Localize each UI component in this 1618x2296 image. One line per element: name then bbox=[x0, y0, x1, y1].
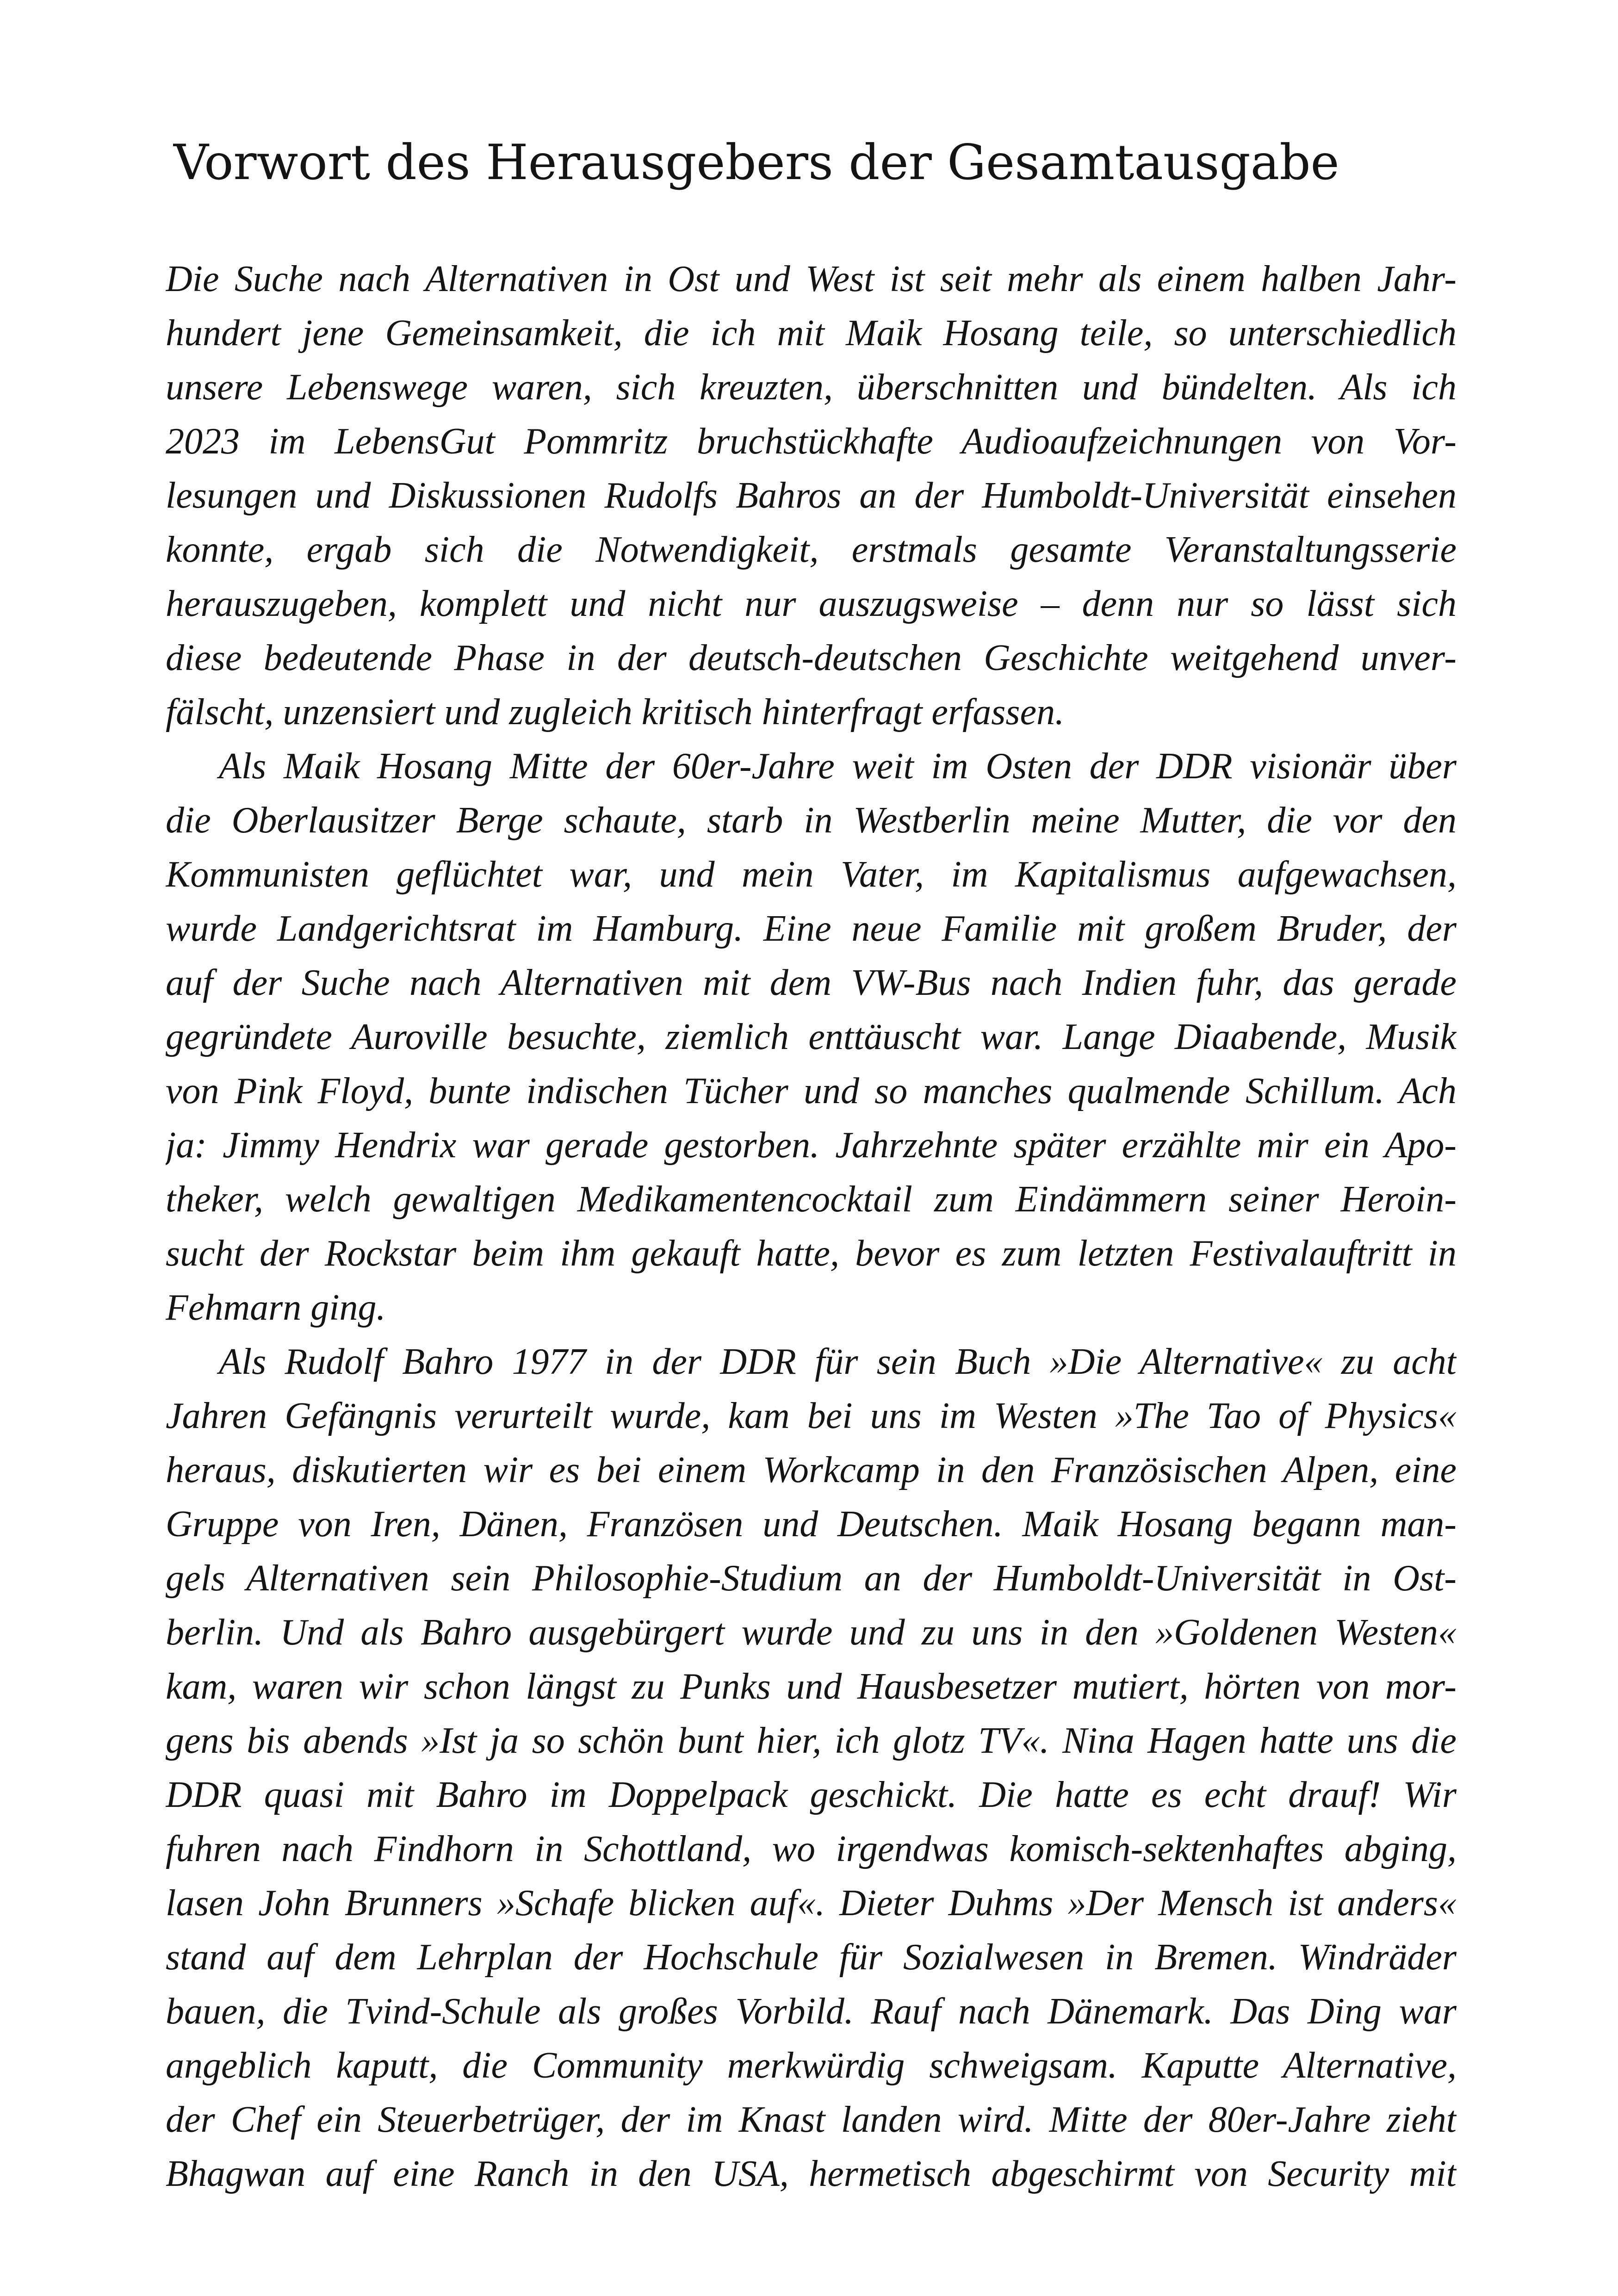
text-line: wurde Landgerichtsrat im Hamburg. Eine neue Familie mit großem Bruder, der bbox=[166, 908, 1457, 949]
text-line: gels Alternativen sein Philosophie-Studium an der Humboldt-Universität in Ost- bbox=[166, 1558, 1457, 1599]
text-line: fuhren nach Findhorn in Schottland, wo irgendwas komisch-sektenhaftes abging, bbox=[166, 1829, 1457, 1869]
text-line: 2023 im LebensGut Pommritz bruchstückhafte Audioaufzeichnungen von Vor- bbox=[166, 421, 1457, 462]
text-line: sucht der Rockstar beim ihm gekauft hatte, bevor es zum letzten Festivalauftritt in bbox=[166, 1233, 1457, 1274]
text-line: lesungen und Diskussionen Rudolfs Bahros an der Humboldt-Universität einsehen bbox=[166, 475, 1457, 516]
text-line: lasen John Brunners »Schafe blicken auf«. Dieter Duhms »Der Mensch ist anders« bbox=[166, 1883, 1457, 1924]
text-line: Als Rudolf Bahro 1977 in der DDR für sein Buch »Die Alternative« zu acht bbox=[219, 1341, 1457, 1382]
body-text bbox=[166, 252, 1457, 2201]
text-line: stand auf dem Lehrplan der Hochschule für Sozialwesen in Bremen. Windräder bbox=[166, 1937, 1457, 1978]
text-line: theker, welch gewaltigen Medikamentencocktail zum Eindämmern seiner Heroin- bbox=[166, 1179, 1457, 1220]
text-line: herauszugeben, komplett und nicht nur auszugsweise – denn nur so lässt sich bbox=[166, 583, 1457, 624]
text-line: bauen, die Tvind-Schule als großes Vorbild. Rauf nach Dänemark. Das Ding war bbox=[166, 1991, 1457, 2032]
text-line: die Oberlausitzer Berge schaute, starb in Westberlin meine Mutter, die vor den bbox=[166, 800, 1457, 841]
text-line: Fehmarn ging. bbox=[166, 1287, 386, 1328]
text-line: angeblich kaputt, die Community merkwürdig schweigsam. Kaputte Alternative, bbox=[166, 2045, 1457, 2086]
text-line: von Pink Floyd, bunte indischen Tücher und so manches qualmende Schillum. Ach bbox=[166, 1071, 1457, 1111]
text-line: heraus, diskutierten wir es bei einem Workcamp in den Französischen Alpen, eine bbox=[166, 1450, 1457, 1490]
text-line: Gruppe von Iren, Dänen, Französen und Deutschen. Maik Hosang begann man- bbox=[166, 1504, 1457, 1545]
text-line: DDR quasi mit Bahro im Doppelpack geschickt. Die hatte es echt drauf! Wir bbox=[166, 1775, 1457, 1815]
text-line: der Chef ein Steuerbetrüger, der im Knast landen wird. Mitte der 80er-Jahre zieht bbox=[166, 2099, 1457, 2140]
text-line: diese bedeutende Phase in der deutsch-deutschen Geschichte weitgehend unver- bbox=[166, 638, 1457, 678]
text-line: Jahren Gefängnis verurteilt wurde, kam bei uns im Westen »The Tao of Physics« bbox=[166, 1396, 1457, 1436]
text-line: ja: Jimmy Hendrix war gerade gestorben. Jahrzehnte später erzählte mir ein Apo- bbox=[166, 1125, 1457, 1166]
text-line: fälscht, unzensiert und zugleich kritisch hinterfragt erfassen. bbox=[166, 692, 1065, 732]
page-title: Vorwort des Herausgebers der Gesamtausgabe bbox=[174, 134, 1339, 191]
text-line: berlin. Und als Bahro ausgebürgert wurde und zu uns in den »Goldenen Westen« bbox=[166, 1612, 1457, 1653]
text-line: Die Suche nach Alternativen in Ost und West ist seit mehr als einem halben Jahr- bbox=[166, 259, 1457, 299]
text-line: unsere Lebenswege waren, sich kreuzten, überschnitten und bündelten. Als ich bbox=[166, 367, 1457, 408]
text-line: Kommunisten geflüchtet war, und mein Vater, im Kapitalismus aufgewachsen, bbox=[166, 854, 1457, 895]
text-line: konnte, ergab sich die Notwendigkeit, erstmals gesamte Veranstaltungsserie bbox=[166, 529, 1457, 570]
text-line: auf der Suche nach Alternativen mit dem VW-Bus nach Indien fuhr, das gerade bbox=[166, 962, 1457, 1003]
text-line: gens bis abends »Ist ja so schön bunt hier, ich glotz TV«. Nina Hagen hatte uns die bbox=[166, 1720, 1457, 1761]
text-line: kam, waren wir schon längst zu Punks und Hausbesetzer mutiert, hörten von mor- bbox=[166, 1666, 1457, 1707]
text-line: gegründete Auroville besuchte, ziemlich enttäuscht war. Lange Diaabende, Musik bbox=[166, 1017, 1457, 1057]
text-line: hundert jene Gemeinsamkeit, die ich mit Maik Hosang teile, so unterschiedlich bbox=[166, 313, 1457, 354]
text-line: Als Maik Hosang Mitte der 60er-Jahre weit im Osten der DDR visionär über bbox=[219, 746, 1457, 787]
text-line: Bhagwan auf eine Ranch in den USA, hermetisch abgeschirmt von Security mit bbox=[166, 2153, 1457, 2194]
